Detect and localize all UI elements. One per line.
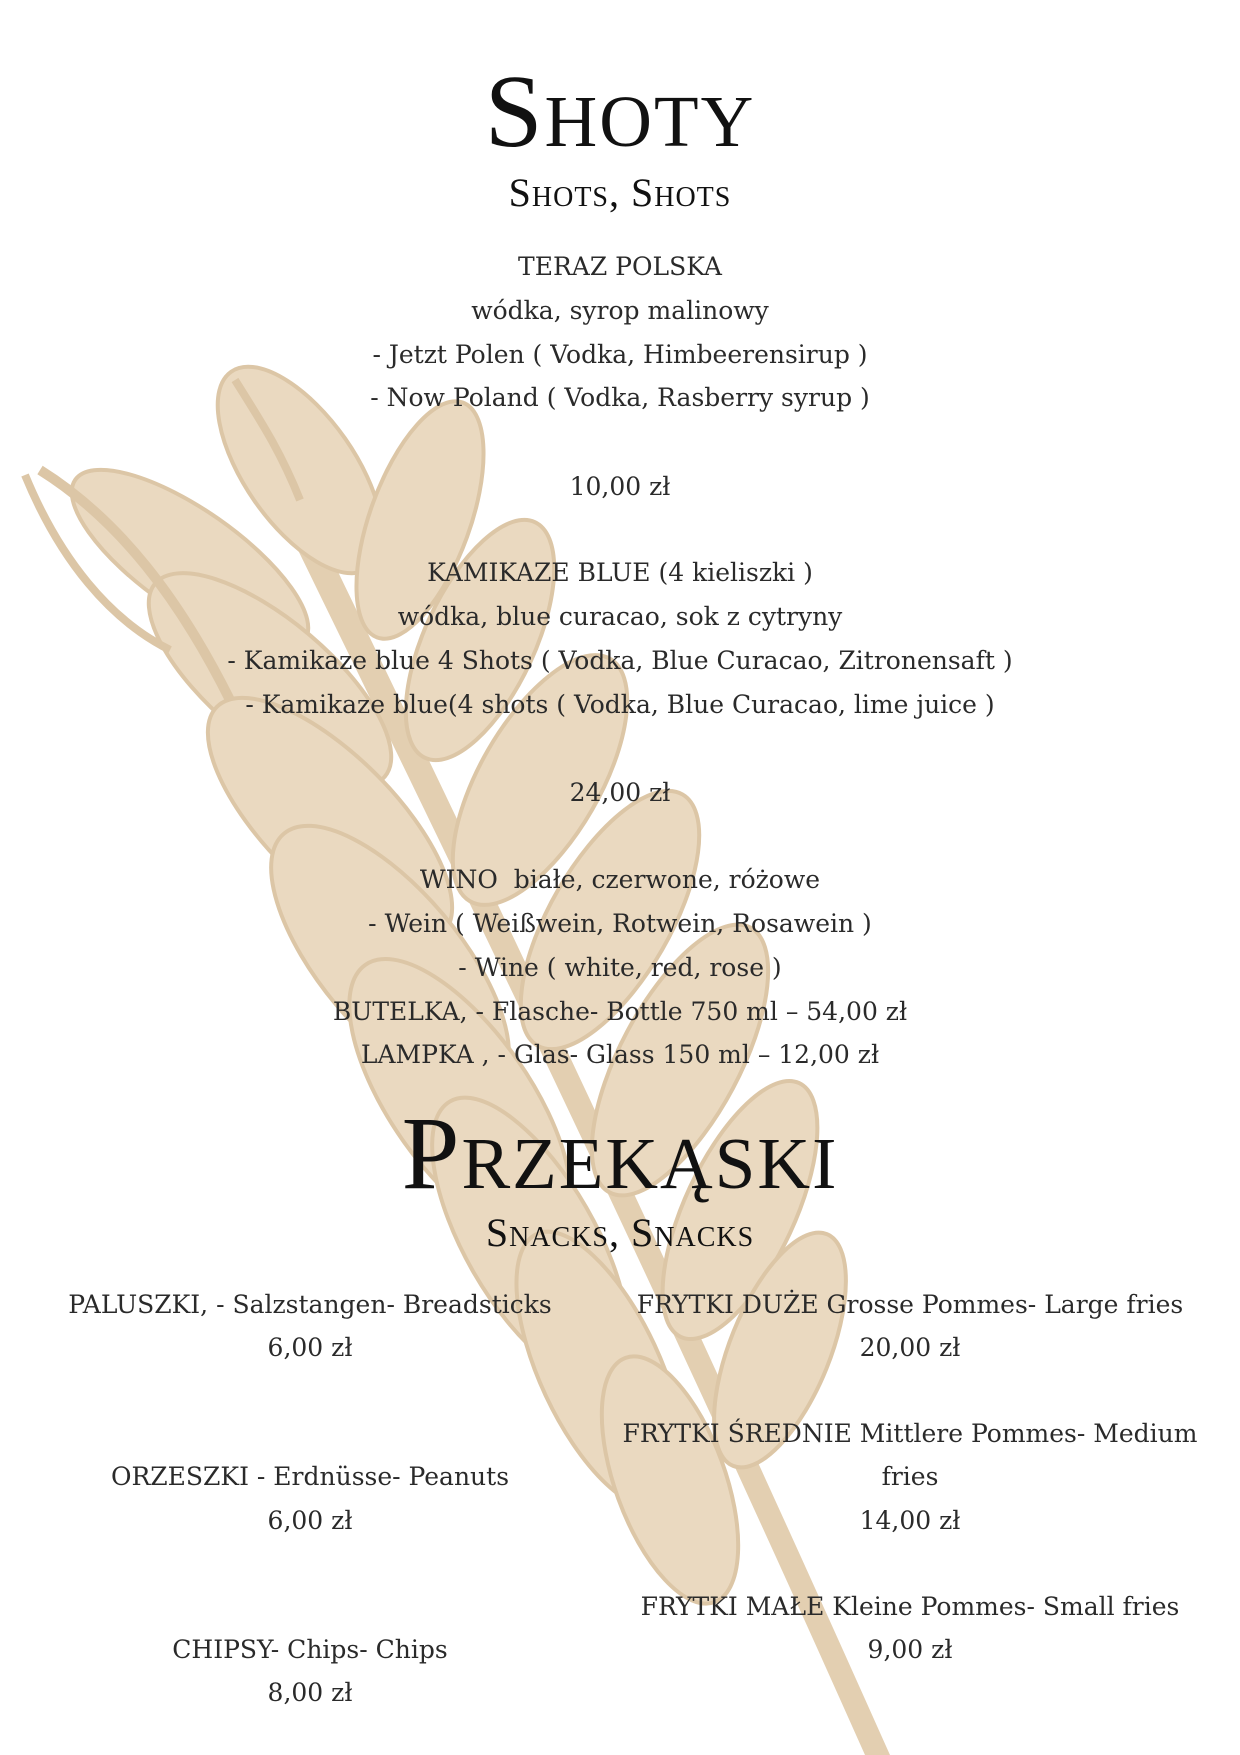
wine-name-line bbox=[0, 863, 1240, 897]
snack-name: FRYTKI MAŁE Kleine Pommes- Small fries bbox=[640, 1592, 1180, 1621]
snack-price: 6,00 zł bbox=[267, 1506, 353, 1535]
snack-price: 9,00 zł bbox=[867, 1635, 953, 1664]
item-name: KAMIKAZE BLUE (4 kieliszki ) bbox=[427, 558, 813, 587]
item-price: 24,00 zł bbox=[569, 778, 671, 807]
wine-bottle-line bbox=[0, 995, 1240, 1029]
snack-name: FRYTKI ŚREDNIE Mittlere Pommes- Medium bbox=[622, 1419, 1198, 1448]
snack-price: 14,00 zł bbox=[859, 1506, 961, 1535]
snack-name-cont: fries bbox=[881, 1462, 939, 1491]
wine-desc-de: - Wein ( Weißwein, Rotwein, Rosawein ) bbox=[368, 909, 872, 938]
snack-name: PALUSZKI, - Salzstangen- Breadsticks bbox=[68, 1290, 552, 1319]
wine-desc-en: - Wine ( white, red, rose ) bbox=[458, 953, 782, 982]
section-title-snacks: Przekąski bbox=[401, 1096, 839, 1211]
item-desc-pl: wódka, syrop malinowy bbox=[471, 296, 769, 325]
wine-bottle-desc: - Flasche- Bottle 750 ml – 54,00 zł bbox=[475, 997, 908, 1026]
wine-glass-label: LAMPKA , bbox=[360, 1040, 490, 1069]
wine-bottle-label: BUTELKA, bbox=[332, 997, 468, 1026]
item-desc-pl: wódka, blue curacao, sok z cytryny bbox=[397, 602, 843, 631]
snack-name: CHIPSY- Chips- Chips bbox=[172, 1635, 448, 1664]
item-name: TERAZ POLSKA bbox=[518, 252, 722, 281]
wine-name: WINO bbox=[419, 865, 498, 894]
snack-price: 6,00 zł bbox=[267, 1333, 353, 1362]
item-desc-en: - Now Poland ( Vodka, Rasberry syrup ) bbox=[370, 383, 870, 412]
section-title-shots: Shoty bbox=[484, 54, 756, 169]
wine-glass-line bbox=[0, 1038, 1240, 1072]
wine-glass-desc: - Glas- Glass 150 ml – 12,00 zł bbox=[497, 1040, 880, 1069]
snack-name: ORZESZKI - Erdnüsse- Peanuts bbox=[110, 1462, 510, 1491]
section-subtitle-snacks: Snacks, Snacks bbox=[485, 1210, 755, 1255]
item-desc-de: - Jetzt Polen ( Vodka, Himbeerensirup ) bbox=[372, 340, 868, 369]
snack-price: 20,00 zł bbox=[859, 1333, 961, 1362]
item-price: 10,00 zł bbox=[569, 472, 671, 501]
snack-name: FRYTKI DUŻE Grosse Pommes- Large fries bbox=[636, 1290, 1184, 1319]
section-subtitle-shots: Shots, Shots bbox=[508, 170, 732, 215]
item-desc-en: - Kamikaze blue(4 shots ( Vodka, Blue Curacao, lime juice ) bbox=[245, 690, 995, 719]
snack-price: 8,00 zł bbox=[267, 1678, 353, 1707]
wine-desc-pl: białe, czerwone, różowe bbox=[513, 865, 821, 894]
item-desc-de: - Kamikaze blue 4 Shots ( Vodka, Blue Curacao, Zitronensaft ) bbox=[227, 646, 1013, 675]
